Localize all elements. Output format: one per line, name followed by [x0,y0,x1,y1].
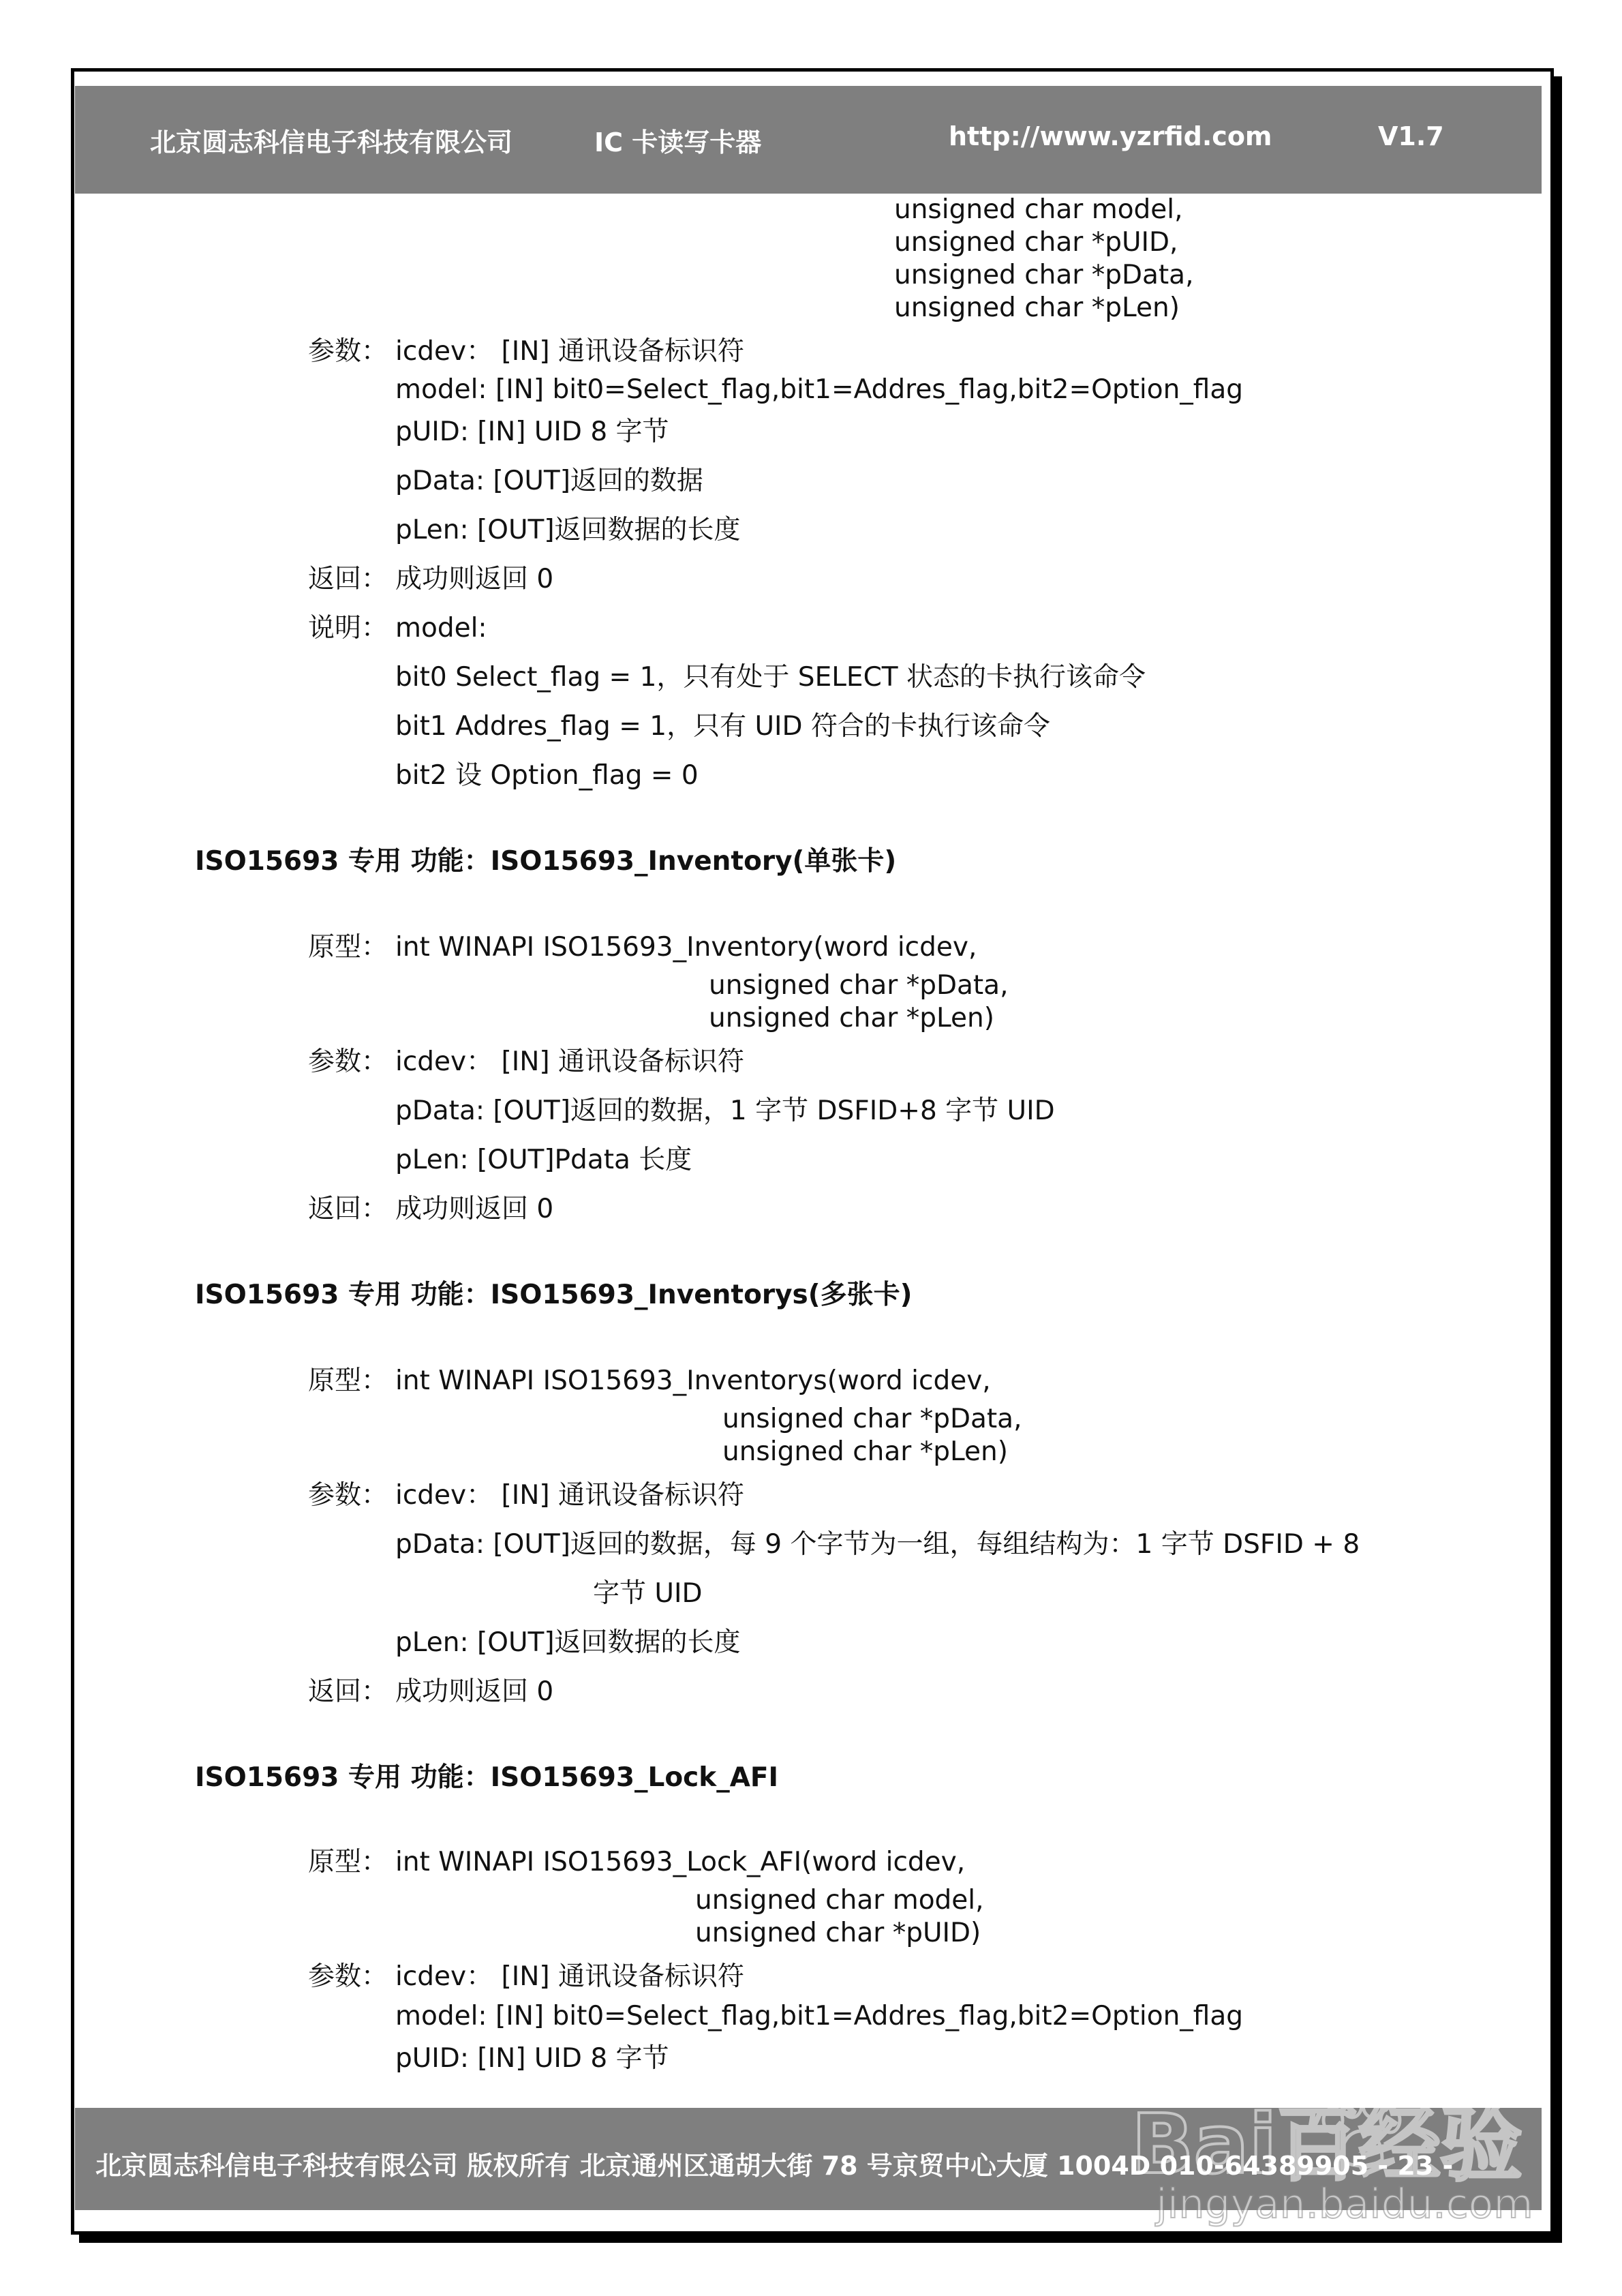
params-label: 参数： [308,336,388,367]
return-value: 成功则返回 0 [395,1676,554,1707]
header-product: IC 卡读写卡器 [594,127,762,157]
bit-line: bit0 Select_flag = 1，只有处于 SELECT 状态的卡执行该命令 [395,662,1146,693]
footer-text: 北京圆志科信电子科技有限公司 版权所有 北京通州区通胡大街 78 号京贸中心大厦 1004D 010-64389905 - 23 - [95,2151,1454,2181]
param-line: pLen: [OUT]返回数据的长度 [395,515,741,545]
param-line: pUID: [IN] UID 8 字节 [395,2043,669,2074]
baidu-watermark [1131,2079,1567,2236]
bit-line: bit2 设 Option_flag = 0 [395,760,699,791]
param-line: pData: [OUT]返回的数据 [395,466,703,496]
proto-line: int WINAPI ISO15693_Lock_AFI(word icdev, [395,1847,966,1877]
param-line: pData: [OUT]返回的数据，1 字节 DSFID+8 字节 UID [395,1096,1055,1126]
proto-line: int WINAPI ISO15693_Inventory(word icdev, [395,932,977,963]
header-company: 北京圆志科信电子科技有限公司 [150,127,513,157]
param-line: icdev： [IN] 通讯设备标识符 [395,336,745,367]
return-value: 成功则返回 0 [395,564,554,594]
return-label: 返回： [308,1676,388,1707]
return-label: 返回： [308,1194,388,1224]
return-label: 返回： [308,564,388,594]
proto-line: unsigned char model, [695,1885,984,1916]
param-line: 字节 UID [593,1578,703,1609]
proto-line: unsigned char *pLen) [894,292,1180,323]
bit-line: bit1 Addres_flag = 1，只有 UID 符合的卡执行该命令 [395,711,1050,742]
param-line: pUID: [IN] UID 8 字节 [395,417,669,447]
proto-label: 原型： [308,1365,388,1396]
proto-line: int WINAPI ISO15693_Inventorys(word icdev, [395,1365,991,1396]
proto-line: unsigned char *pData, [709,970,1009,1001]
params-label: 参数： [308,1961,388,1992]
params-label: 参数： [308,1480,388,1511]
note-label: 说明： [308,613,388,644]
proto-line: unsigned char *pLen) [722,1436,1008,1467]
section-title: ISO15693 专用 功能：ISO15693_Lock_AFI [195,1762,779,1793]
param-line: model: [IN] bit0=Select_flag,bit1=Addres_flag,bit2=Option_flag [395,2001,1244,2031]
proto-line: unsigned char *pData, [722,1404,1022,1434]
header-url: http://www.yzrfid.com [949,121,1272,151]
proto-line: unsigned char *pUID) [695,1918,981,1948]
param-line: pData: [OUT]返回的数据，每 9 个字节为一组，每组结构为：1 字节 DSFID + 8 [395,1529,1360,1560]
section-title: ISO15693 专用 功能：ISO15693_Inventory(单张卡) [195,846,897,877]
proto-line: unsigned char *pLen) [709,1003,994,1033]
param-line: icdev： [IN] 通讯设备标识符 [395,1961,745,1992]
proto-line: unsigned char *pUID, [894,227,1178,258]
watermark-logo: Bai百经验 [1131,2098,1522,2192]
return-value: 成功则返回 0 [395,1194,554,1224]
proto-label: 原型： [308,1847,388,1877]
proto-line: unsigned char *pData, [894,260,1194,290]
proto-label: 原型： [308,932,388,963]
params-label: 参数： [308,1046,388,1077]
page-header [75,86,1542,194]
paw-icon [1314,2091,1409,2173]
param-line: icdev： [IN] 通讯设备标识符 [395,1480,745,1511]
proto-line: unsigned char model, [894,194,1183,225]
note-value: model: [395,613,487,644]
param-line: model: [IN] bit0=Select_flag,bit1=Addres_flag,bit2=Option_flag [395,374,1244,405]
param-line: pLen: [OUT]返回数据的长度 [395,1627,741,1658]
header-version: V1.7 [1378,121,1444,151]
section-title: ISO15693 专用 功能：ISO15693_Inventorys(多张卡) [195,1280,913,1310]
param-line: pLen: [OUT]Pdata 长度 [395,1145,692,1175]
param-line: icdev： [IN] 通讯设备标识符 [395,1046,745,1077]
watermark-url: jingyan.baidu.com [1156,2180,1533,2228]
